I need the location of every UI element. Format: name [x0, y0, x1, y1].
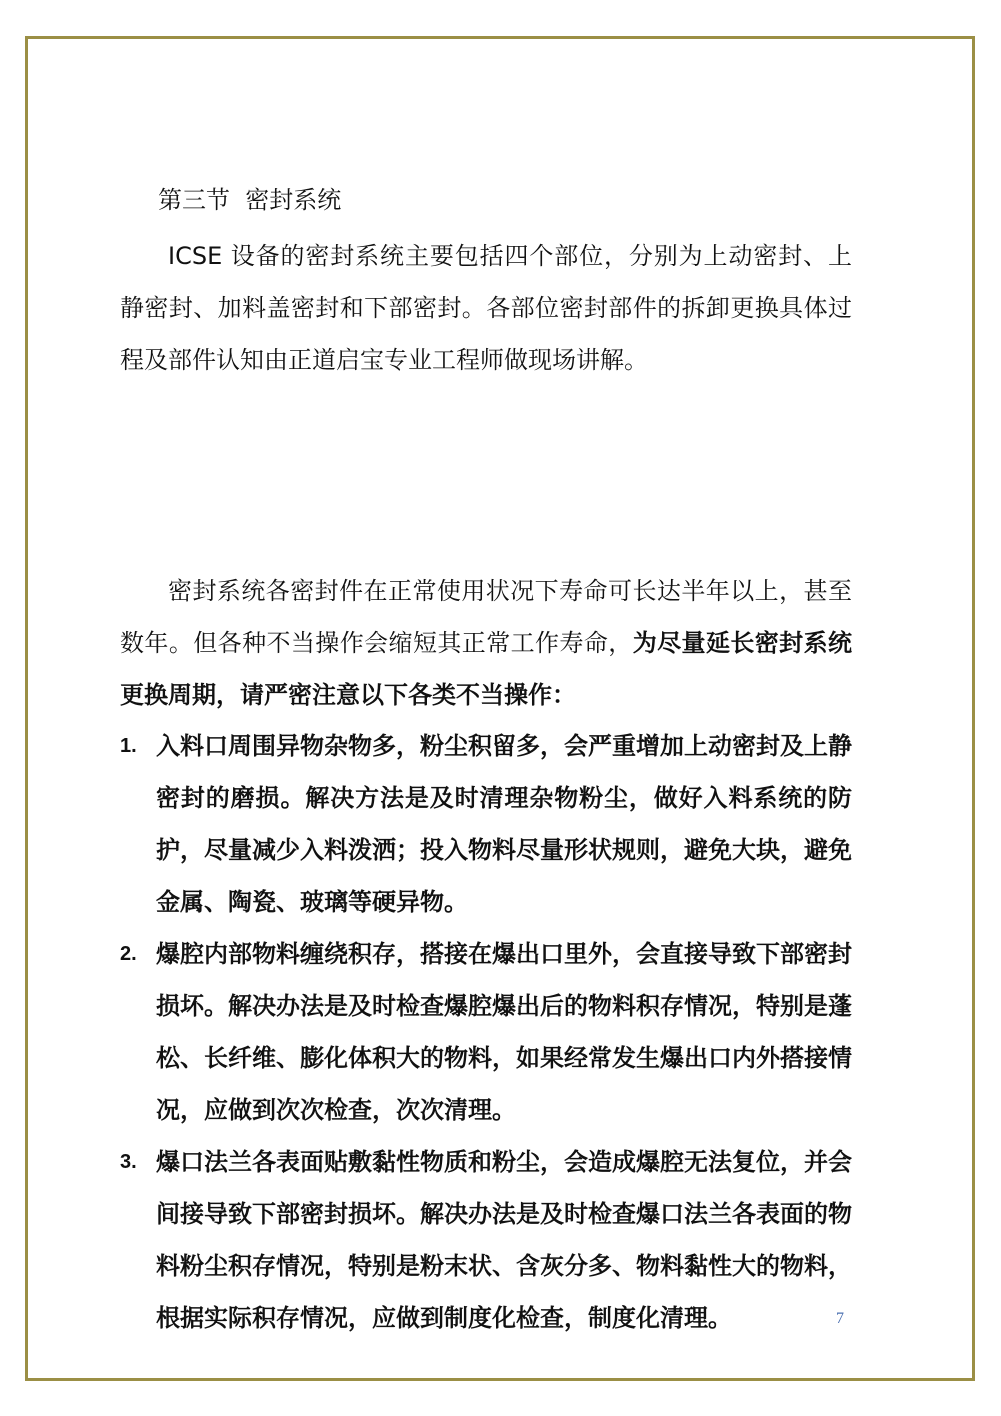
section-title: 第三节 密封系统: [158, 186, 342, 214]
list-item-text: 爆腔内部物料缠绕积存，搭接在爆出口里外，会直接导致下部密封损坏。解决办法是及时检查爆腔爆出后的物料积存情况，特别是蓬松、长纤维、膨化体积大的物料，如果经常发生爆出口内外搭接情况，应做到次次检查，次次清理。: [156, 940, 852, 1124]
paragraph-lifespan: [120, 565, 852, 721]
list-item: [120, 928, 852, 1136]
paragraph-lifespan-normal: 密封系统各密封件在正常使用状况下寿命可长达半年以上，甚至数年。但各种不当操作会缩短其正常工作寿命，: [120, 577, 852, 657]
list-item: [120, 720, 852, 928]
page-number: 7: [836, 1310, 844, 1327]
list-item-text: 爆口法兰各表面贴敷黏性物质和粉尘，会造成爆腔无法复位，并会间接导致下部密封损坏。解决办法是及时检查爆口法兰各表面的物料粉尘积存情况，特别是粉末状、含灰分多、物料黏性大的物料，根据实际积存情况，应做到制度化检查，制度化清理。: [156, 1148, 852, 1332]
list-item-number: 1.: [120, 735, 137, 757]
list-item-number: 3.: [120, 1151, 137, 1173]
list-item-text: 入料口周围异物杂物多，粉尘积留多，会严重增加上动密封及上静密封的磨损。解决方法是及时清理杂物粉尘，做好入料系统的防护，尽量减少入料泼洒；投入物料尽量形状规则，避免大块，避免金属、陶瓷、玻璃等硬异物。: [156, 732, 852, 916]
paragraph-lifespan-bold: 为尽量延长密封系统更换周期，请严密注意以下各类不当操作：: [120, 629, 853, 709]
list-item-number: 2.: [120, 943, 137, 965]
paragraph-intro: ICSE 设备的密封系统主要包括四个部位，分别为上动密封、上静密封、加料盖密封和下部密封。各部位密封部件的拆卸更换具体过程及部件认知由正道启宝专业工程师做现场讲解。: [120, 242, 852, 374]
list-item: [120, 1136, 852, 1344]
improper-operations-list: [120, 720, 852, 1344]
